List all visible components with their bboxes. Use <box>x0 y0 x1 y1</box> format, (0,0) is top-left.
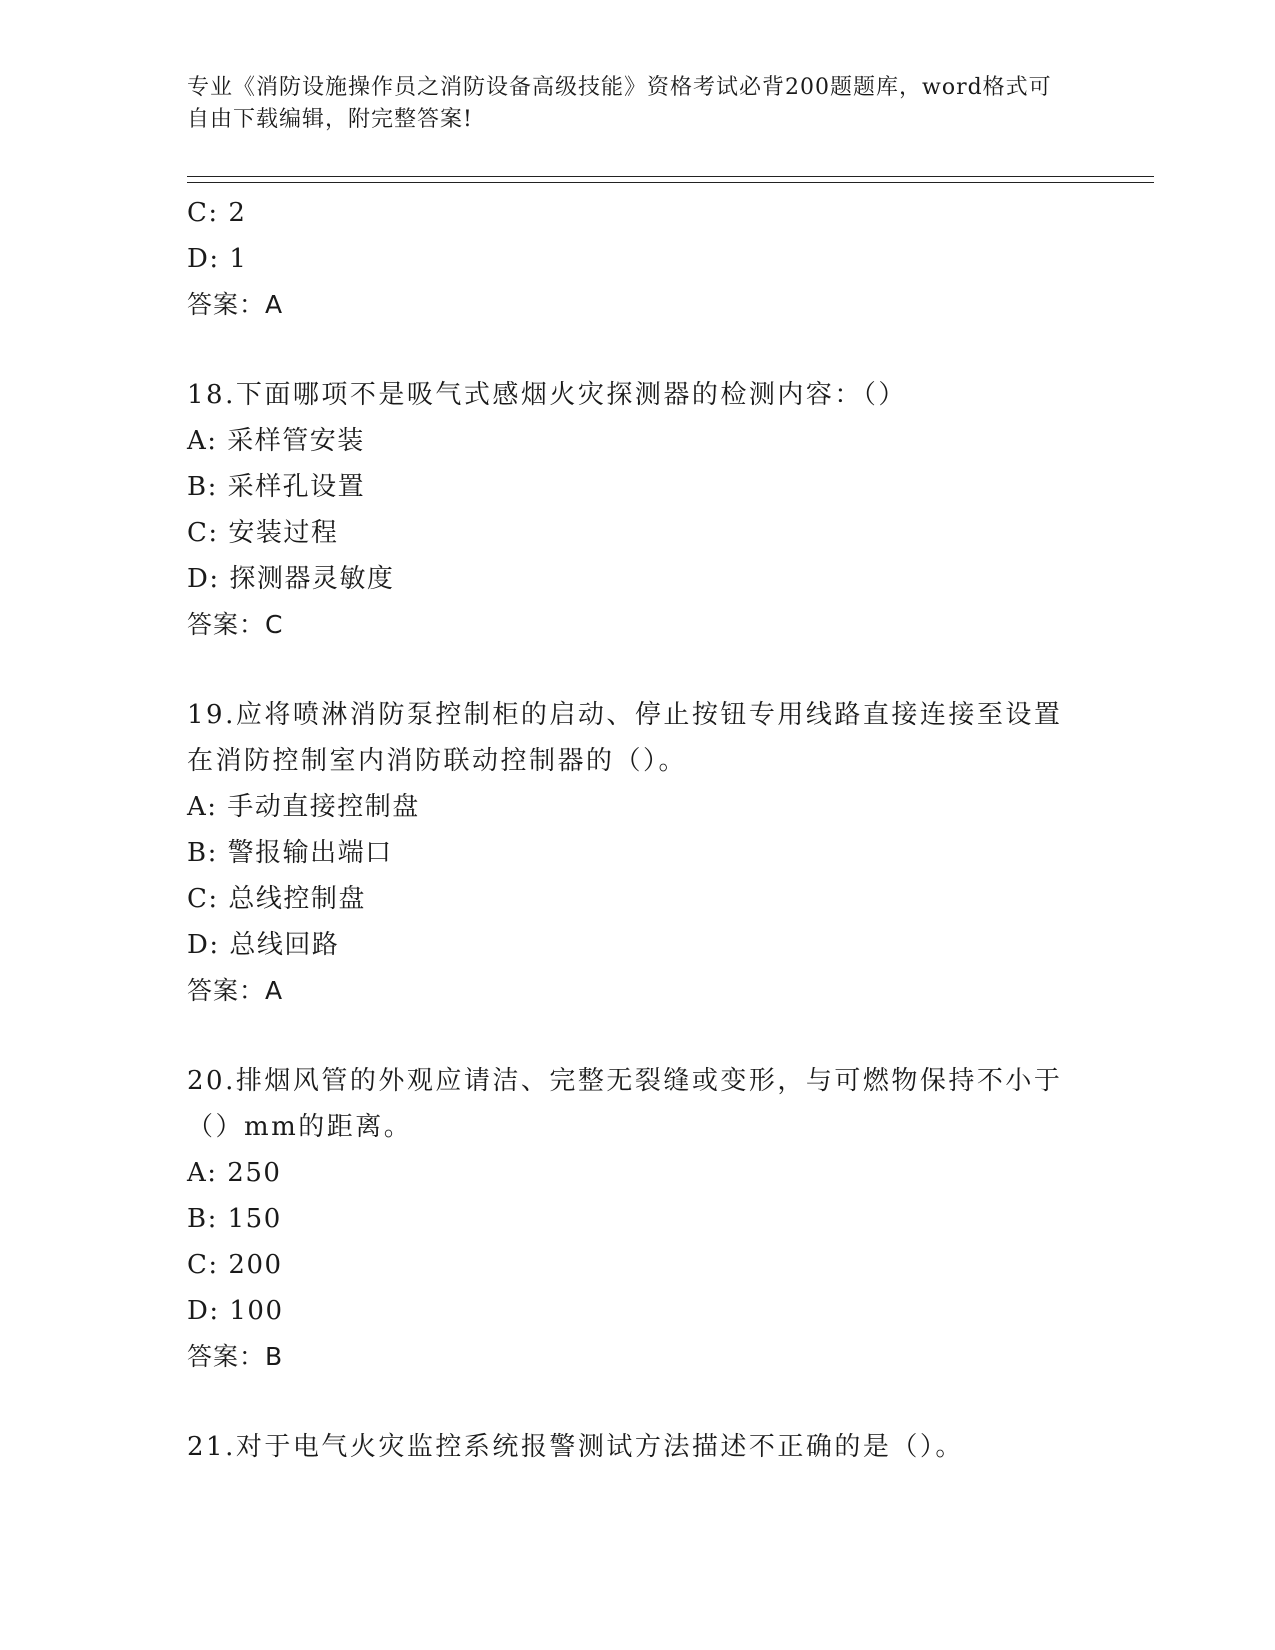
option-a: A: 采样管安装 <box>187 426 365 456</box>
option-a: A: 250 <box>187 1158 282 1188</box>
document-header <box>187 72 1067 136</box>
option-a: A: 手动直接控制盘 <box>187 792 420 822</box>
question-17-tail <box>187 190 1087 328</box>
option-d: D: 总线回路 <box>187 930 340 960</box>
question-list <box>187 190 1087 1470</box>
question-text: 19.应将喷淋消防泵控制柜的启动、停止按钮专用线路直接连接至设置在消防控制室内消防联动控制器的（）。 <box>187 700 1063 776</box>
answer: 答案：A <box>187 976 284 1005</box>
option-d: D: 1 <box>187 244 248 274</box>
option-c: C: 总线控制盘 <box>187 884 366 914</box>
option-c: C: 安装过程 <box>187 518 339 548</box>
question-text: 18.下面哪项不是吸气式感烟火灾探测器的检测内容：（） <box>187 380 907 410</box>
question-20 <box>187 1058 1087 1380</box>
question-19 <box>187 692 1087 1014</box>
question-text: 20.排烟风管的外观应请洁、完整无裂缝或变形，与可燃物保持不小于（）mm的距离。 <box>187 1066 1063 1142</box>
question-text: 21.对于电气火灾监控系统报警测试方法描述不正确的是（）。 <box>187 1432 964 1462</box>
option-b: B: 采样孔设置 <box>187 472 366 502</box>
option-c: C: 200 <box>187 1250 283 1280</box>
answer: 答案：B <box>187 1342 284 1371</box>
header-title: 专业《消防设施操作员之消防设备高级技能》资格考试必背200题题库，word格式可自由下载编辑，附完整答案! <box>187 75 1052 132</box>
option-b: B: 警报输出端口 <box>187 838 393 868</box>
option-d: D: 探测器灵敏度 <box>187 564 395 594</box>
question-18 <box>187 372 1087 648</box>
answer: 答案：A <box>187 290 284 319</box>
question-21 <box>187 1424 1087 1470</box>
header-rule-top <box>187 176 1154 177</box>
option-d: D: 100 <box>187 1296 284 1326</box>
option-c: C: 2 <box>187 198 247 228</box>
header-rule-bottom <box>187 182 1154 183</box>
answer: 答案：C <box>187 610 284 639</box>
option-b: B: 150 <box>187 1204 282 1234</box>
